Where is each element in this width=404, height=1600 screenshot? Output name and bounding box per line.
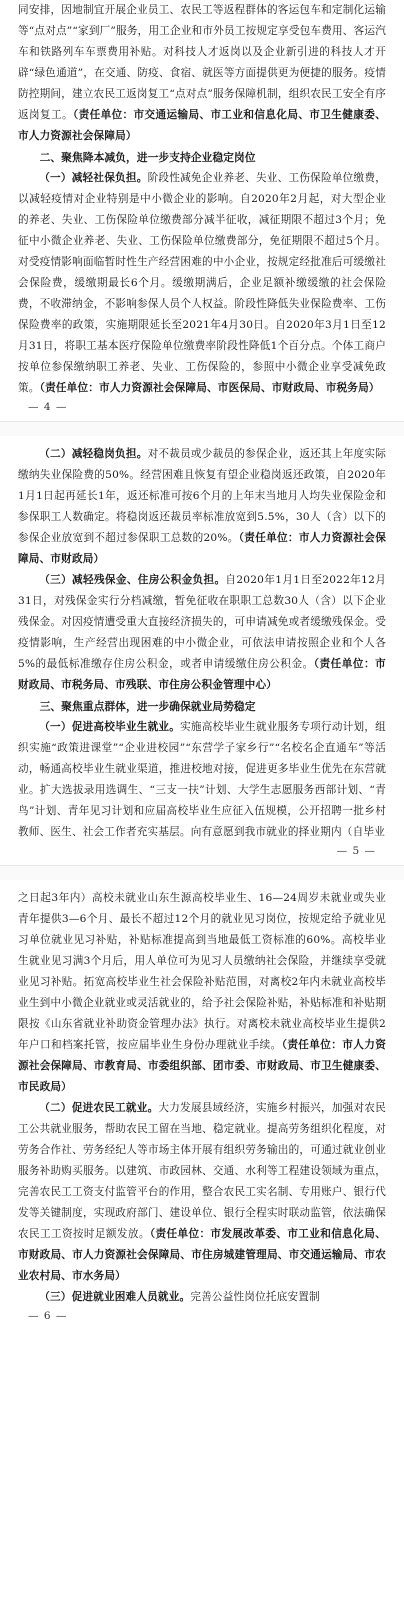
paragraph-text: 大力发展县域经济，实施乡村振兴，加强对农民工公共就业服务，帮助农民工留在当地、稳定就业。提高劳务组织化程度，对劳务合作社、劳务经纪人等市场主体开展有组织劳务输出的，可通过就业创业服务补助购买服务。以建筑、市政园林、交通、水利等工程建设领域为重点，完善农民工工资支付监管平台的作用，整合农民工实名制、专用账户、银行代发等关键制度，实现政府部门、建设单位、银行全程实时联动监管，依法确保农民工工资按时足额发放。	[18, 1102, 386, 1240]
responsible-units: （责任单位：市发展改革委、市工业和信息化局、市财政局、市人力资源社会保障局、市住房城建管理局、市交通运输局、市农业农村局、市水务局）	[18, 1228, 386, 1282]
paragraph-lead-heading: （三）促进就业困难人员就业。	[39, 1291, 191, 1303]
paragraph-text: 自2020年1月1日至2022年12月31日，对残保金实行分档减缴，暂免征收在职职工总数30人（含）以下企业残保金。对因疫情遭受重大直接经济损失的，可申请减免或者缓缴残保金。受疫情影响，生产经营出现困难的中小微企业，可依法申请按照企业和个人各5%的最低标准缴存住房公积金，或者申请缓缴住房公积金。	[18, 574, 386, 670]
responsible-units: （责任单位：市人力资源社会保障局、市医保局、市财政局、市税务局）	[39, 382, 380, 394]
paragraph-text: 阶段性减免企业养老、失业、工伤保险单位缴费，以减轻疫情对企业特别是中小微企业的影响。自2020年2月起，对大型企业的养老、失业、工伤保险单位缴费部分减半征收，减征期限不超过3个月；免征中小微企业养老、失业、工伤保险单位缴费部分，免征期限不超过5个月。对受疫情影响面临暂时性生产经营困难的中小企业，按规定经批准后可缓缴社会保险费，缓缴期最长6个月。缓缴期满后，企业足额补缴缓缴的社会保险费，不收滞纳金，不影响参保人员个人权益。阶段性降低失业保险费率、工伤保险费率的政策，实施期限延长至2021年4月30日。自2020年3月1日至12月31日，将职工基本医疗保险单位缴费率阶段性降低1个百分点。个体工商户按单位参保缴纳职工养老、失业、工伤保险的，参照中小微企业享受减免政策。	[18, 172, 386, 394]
body-paragraph	[18, 717, 386, 843]
body-paragraph	[18, 888, 386, 1098]
body-paragraph	[18, 444, 386, 570]
paragraph-text: 完善公益性岗位托底安置制	[190, 1291, 320, 1303]
paragraph-text: 对不裁员或少裁员的参保企业，返还其上年度实际缴纳失业保险费的50%。经营困难且恢复有望企业稳岗返还政策，自2020年1月1日起再延长1年，返还标准可按6个月的上年末当地月人均失业保险金和参保职工人数确定。将稳岗返还裁员率标准放宽到5.5%，30人（含）以下的参保企业放宽到不超过参保职工总数的20%。	[18, 448, 386, 544]
paragraph-lead-heading: （二）减轻稳岗负担。	[39, 448, 148, 460]
body-paragraph	[18, 1098, 386, 1287]
page-number: — 5 —	[336, 845, 376, 857]
responsible-units: （责任单位：市交通运输局、市工业和信息化局、市卫生健康委、市人力资源社会保障局）	[18, 109, 387, 142]
responsible-units: （责任单位：市财政局、市税务局、市残联、市住房公积金管理中心）	[18, 658, 386, 691]
paragraph-lead-heading: （一）促进高校毕业生就业。	[39, 721, 181, 733]
section-heading: 三、聚焦重点群体，进一步确保就业局势稳定	[39, 700, 256, 713]
paragraph-lead-heading: （二）促进农民工就业。	[39, 1102, 159, 1114]
paragraph-lead-heading: （三）减轻残保金、住房公积金负担。	[39, 574, 226, 586]
body-paragraph	[18, 570, 386, 696]
paragraph-text: 实施高校毕业生就业服务专项行动计划，组织实施“政策进课堂”“企业进校园”“东营学子家乡行”“名校名企直通车”等活动，畅通高校毕业生就业渠道，推进校地对接，促进更多毕业生优先在东营就业。扩大选拔录用选调生、“三支一扶”计划、大学生志愿服务西部计划、“青鸟”计划、青年见习计划和应届高校毕业生应征入伍规模，公开招聘一批乡村教师、医生、社会工作者充实基层。向有意愿到我市就业的择业期内（自毕业	[18, 721, 386, 838]
paragraph-text: 同安排，因地制宜开展企业员工、农民工等返程群体的客运包车和定制化运输等“点对点”“家到厂”服务，用工企业和市外员工按规定享受包车费用、客运汽车和铁路列车车票费用补贴。对科技人才返岗以及企业新引进的科技人才开辟“绿色通道”，在交通、防疫、食宿、就医等方面提供更为便捷的服务。疫情防控期间，建立农民工返岗复工“点对点”服务保障机制，组织农民工安全有序返岗复工。	[18, 4, 386, 121]
page-number: — 4 —	[28, 401, 68, 413]
paragraph-text: 之日起3年内）高校未就业山东生源高校毕业生、16—24周岁未就业或失业青年提供3—6个月、最长不超过12个月的就业见习岗位，按规定给予就业见习单位就业见习补贴，补贴标准提高到当地最低工资标准的60%。高校毕业生就业见习满3个月后，用人单位可为见习人员缴纳社会保险，并继续享受就业见习补贴。拓宽高校毕业生社会保险补贴范围，对离校2年内未就业高校毕业生到中小微企业就业或灵活就业的，给予社会保险补贴，补贴标准和补贴期限按《山东省就业补助资金管理办法》执行。对离校未就业高校毕业生提供2年户口和档案托管，按应届毕业生身份办理就业手续。	[18, 892, 386, 1051]
page-number: — 6 —	[28, 1310, 68, 1322]
body-paragraph	[18, 1287, 386, 1308]
responsible-units: （责任单位：市人力资源社会保障局、市财政局）	[18, 532, 387, 565]
section-heading: 二、聚焦降本减负，进一步支持企业稳定岗位	[39, 151, 256, 164]
responsible-units: （责任单位：市人力资源社会保障局、市教育局、市委组织部、团市委、市财政局、市卫生健康委、市民政局）	[18, 1039, 386, 1093]
body-paragraph	[18, 168, 386, 399]
page-separator	[0, 865, 404, 880]
paragraph-lead-heading: （一）减轻社保负担。	[39, 172, 148, 184]
body-paragraph	[18, 0, 386, 147]
page-separator	[0, 421, 404, 436]
